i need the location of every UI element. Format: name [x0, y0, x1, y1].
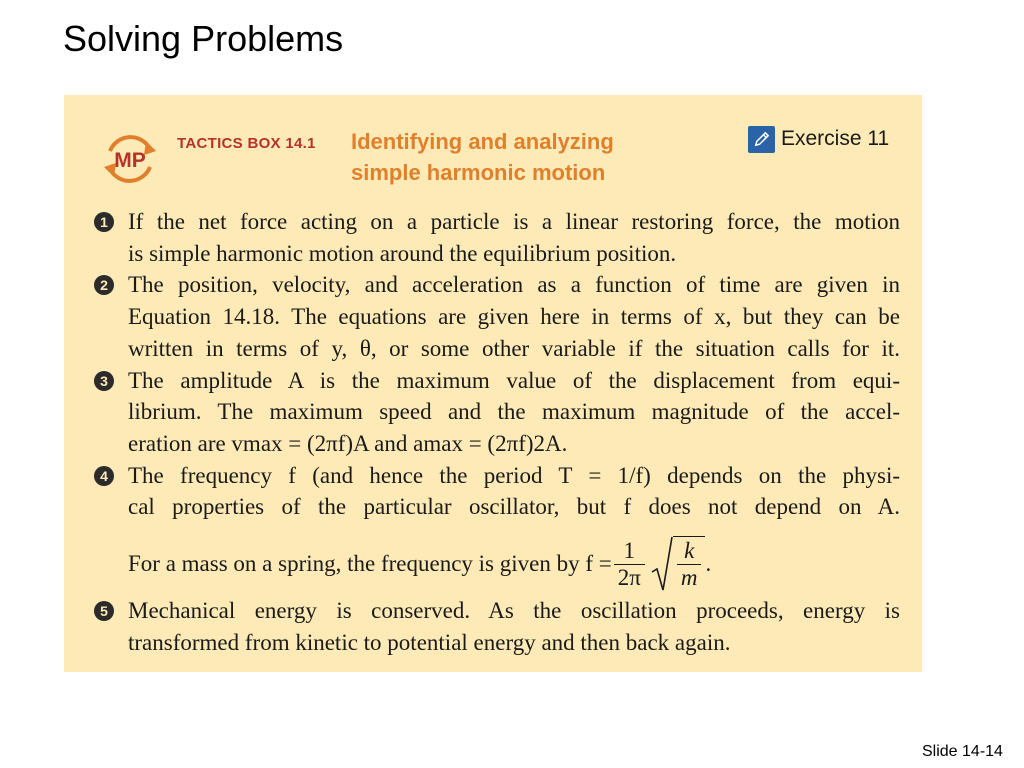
step-2-line-3: written in terms of y, θ, or some other variable if the situation calls for it.: [128, 335, 900, 361]
step-5-line-1: Mechanical energy is conserved. As the oscillation proceeds, energy is: [128, 598, 900, 624]
formula-text: For a mass on a spring, the frequency is given by f =: [128, 551, 612, 577]
slide-title: Solving Problems: [63, 18, 344, 59]
tactics-box-heading: [351, 126, 614, 188]
mp-icon-text: MP: [114, 149, 146, 172]
step-5: [94, 595, 900, 658]
tactics-box-label: TACTICS BOX 14.1: [177, 135, 316, 152]
heading-line-2: simple harmonic motion: [351, 160, 606, 185]
tactics-box: [64, 95, 922, 672]
formula-numerator: 1: [623, 537, 636, 563]
step-1: [94, 206, 900, 269]
formula-root-numerator: k: [684, 538, 695, 564]
step-3-line-1: The amplitude A is the maximum value of the displacement from equi-: [128, 367, 900, 393]
formula-root-denominator: m: [677, 564, 702, 591]
steps-list: [94, 206, 900, 658]
mp-icon: [100, 129, 160, 189]
step-2-line-2: Equation 14.18. The equations are given here in terms of x, but they can be: [128, 304, 900, 330]
radical-sign-icon: [651, 536, 673, 592]
step-3-line-3: eration are vmax = (2πf)A and amax = (2πf)2A.: [128, 430, 568, 456]
step-3: [94, 365, 900, 460]
step-4-line-2: cal properties of the particular oscillator, but f does not depend on A.: [128, 494, 900, 520]
step-3-line-2: librium. The maximum speed and the maximum magnitude of the accel-: [128, 399, 900, 425]
heading-line-1: Identifying and analyzing: [351, 129, 614, 154]
formula-root-fraction: [677, 538, 702, 591]
step-4: [94, 460, 900, 595]
step-1-line-1: If the net force acting on a particle is a linear restoring force, the motion: [128, 209, 900, 234]
formula-denominator: 2π: [614, 564, 645, 591]
step-1-line-2: is simple harmonic motion around the equilibrium position.: [128, 240, 677, 266]
formula-square-root: [651, 536, 706, 592]
formula-fraction: [614, 538, 645, 591]
step-5-line-2: transformed from kinetic to potential energy and then back again.: [128, 629, 731, 655]
exercise-label: Exercise 11: [781, 127, 890, 150]
step-4-line-1: The frequency f (and hence the period T = 1/f) depends on the physi-: [128, 462, 900, 488]
step-2: [94, 269, 900, 364]
pencil-icon: [748, 126, 775, 153]
step-number-5: 5: [94, 601, 114, 621]
formula-end: .: [705, 551, 712, 577]
step-2-line-1: The position, velocity, and acceleration as a function of time are given in: [128, 272, 900, 298]
step-number-3: 3: [94, 371, 114, 391]
spring-frequency-formula: [128, 533, 900, 595]
slide-number: Slide 14-14: [922, 743, 1003, 760]
step-number-2: 2: [94, 275, 114, 295]
step-number-4: 4: [94, 466, 114, 486]
step-number-1: 1: [94, 212, 114, 232]
exercise-link[interactable]: [748, 124, 889, 154]
